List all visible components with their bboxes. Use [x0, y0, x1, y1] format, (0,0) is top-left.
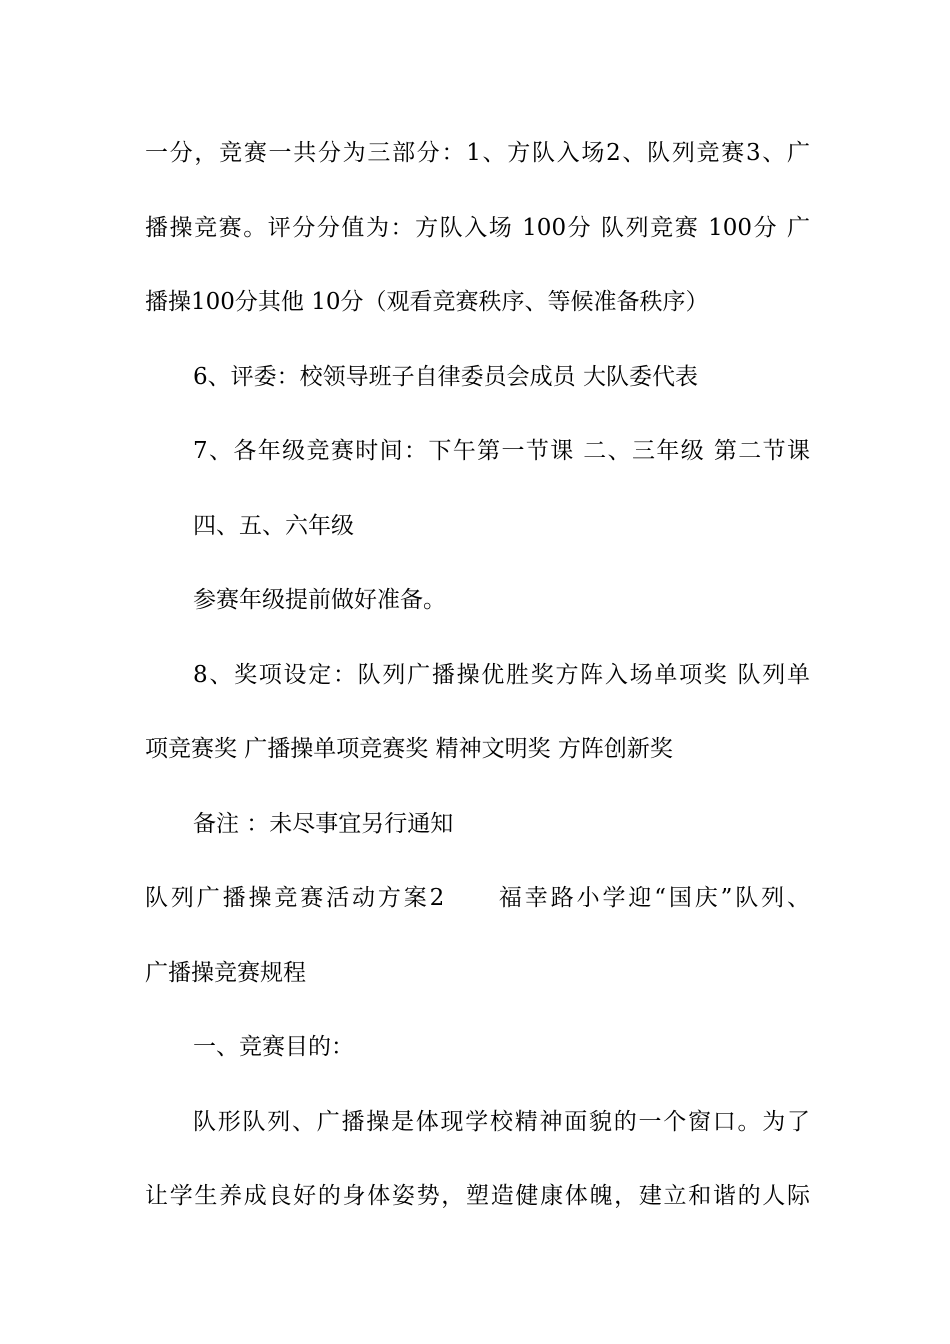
paragraph-line: 备注 ：未尽事宜另行通知 — [193, 811, 454, 837]
section-heading-line: 队列广播操竞赛活动方案2 福幸路小学迎“国庆”队列、 — [145, 885, 810, 911]
paragraph-line: 播操竞赛。评分分值为：方队入场 100分 队列竞赛 100分 广 — [145, 215, 810, 241]
paragraph-line: 7、各年级竞赛时间：下午第一节课 二、三年级 第二节课 — [193, 438, 810, 464]
paragraph-line: 播操100分其他 10分（观看竞赛秩序、等候准备秩序） — [145, 289, 709, 315]
paragraph-line: 6、评委：校领导班子自律委员会成员 大队委代表 — [193, 364, 698, 390]
paragraph-line: 项竞赛奖 广播操单项竞赛奖 精神文明奖 方阵创新奖 — [145, 736, 673, 762]
paragraph-line: 四、五、六年级 — [193, 513, 354, 539]
paragraph-line: 让学生养成良好的身体姿势，塑造健康体魄，建立和谐的人际 — [145, 1183, 810, 1209]
section-heading-line: 广播操竞赛规程 — [145, 960, 306, 986]
paragraph-line: 队形队列、广播操是体现学校精神面貌的一个窗口。为了 — [193, 1109, 810, 1135]
paragraph-line: 一分，竞赛一共分为三部分：1、方队入场2、队列竞赛3、广 — [145, 140, 810, 166]
subheading-line: 一、竞赛目的： — [193, 1034, 354, 1060]
paragraph-line: 参赛年级提前做好准备。 — [193, 587, 446, 613]
paragraph-line: 8、奖项设定：队列广播操优胜奖方阵入场单项奖 队列单 — [193, 662, 810, 688]
